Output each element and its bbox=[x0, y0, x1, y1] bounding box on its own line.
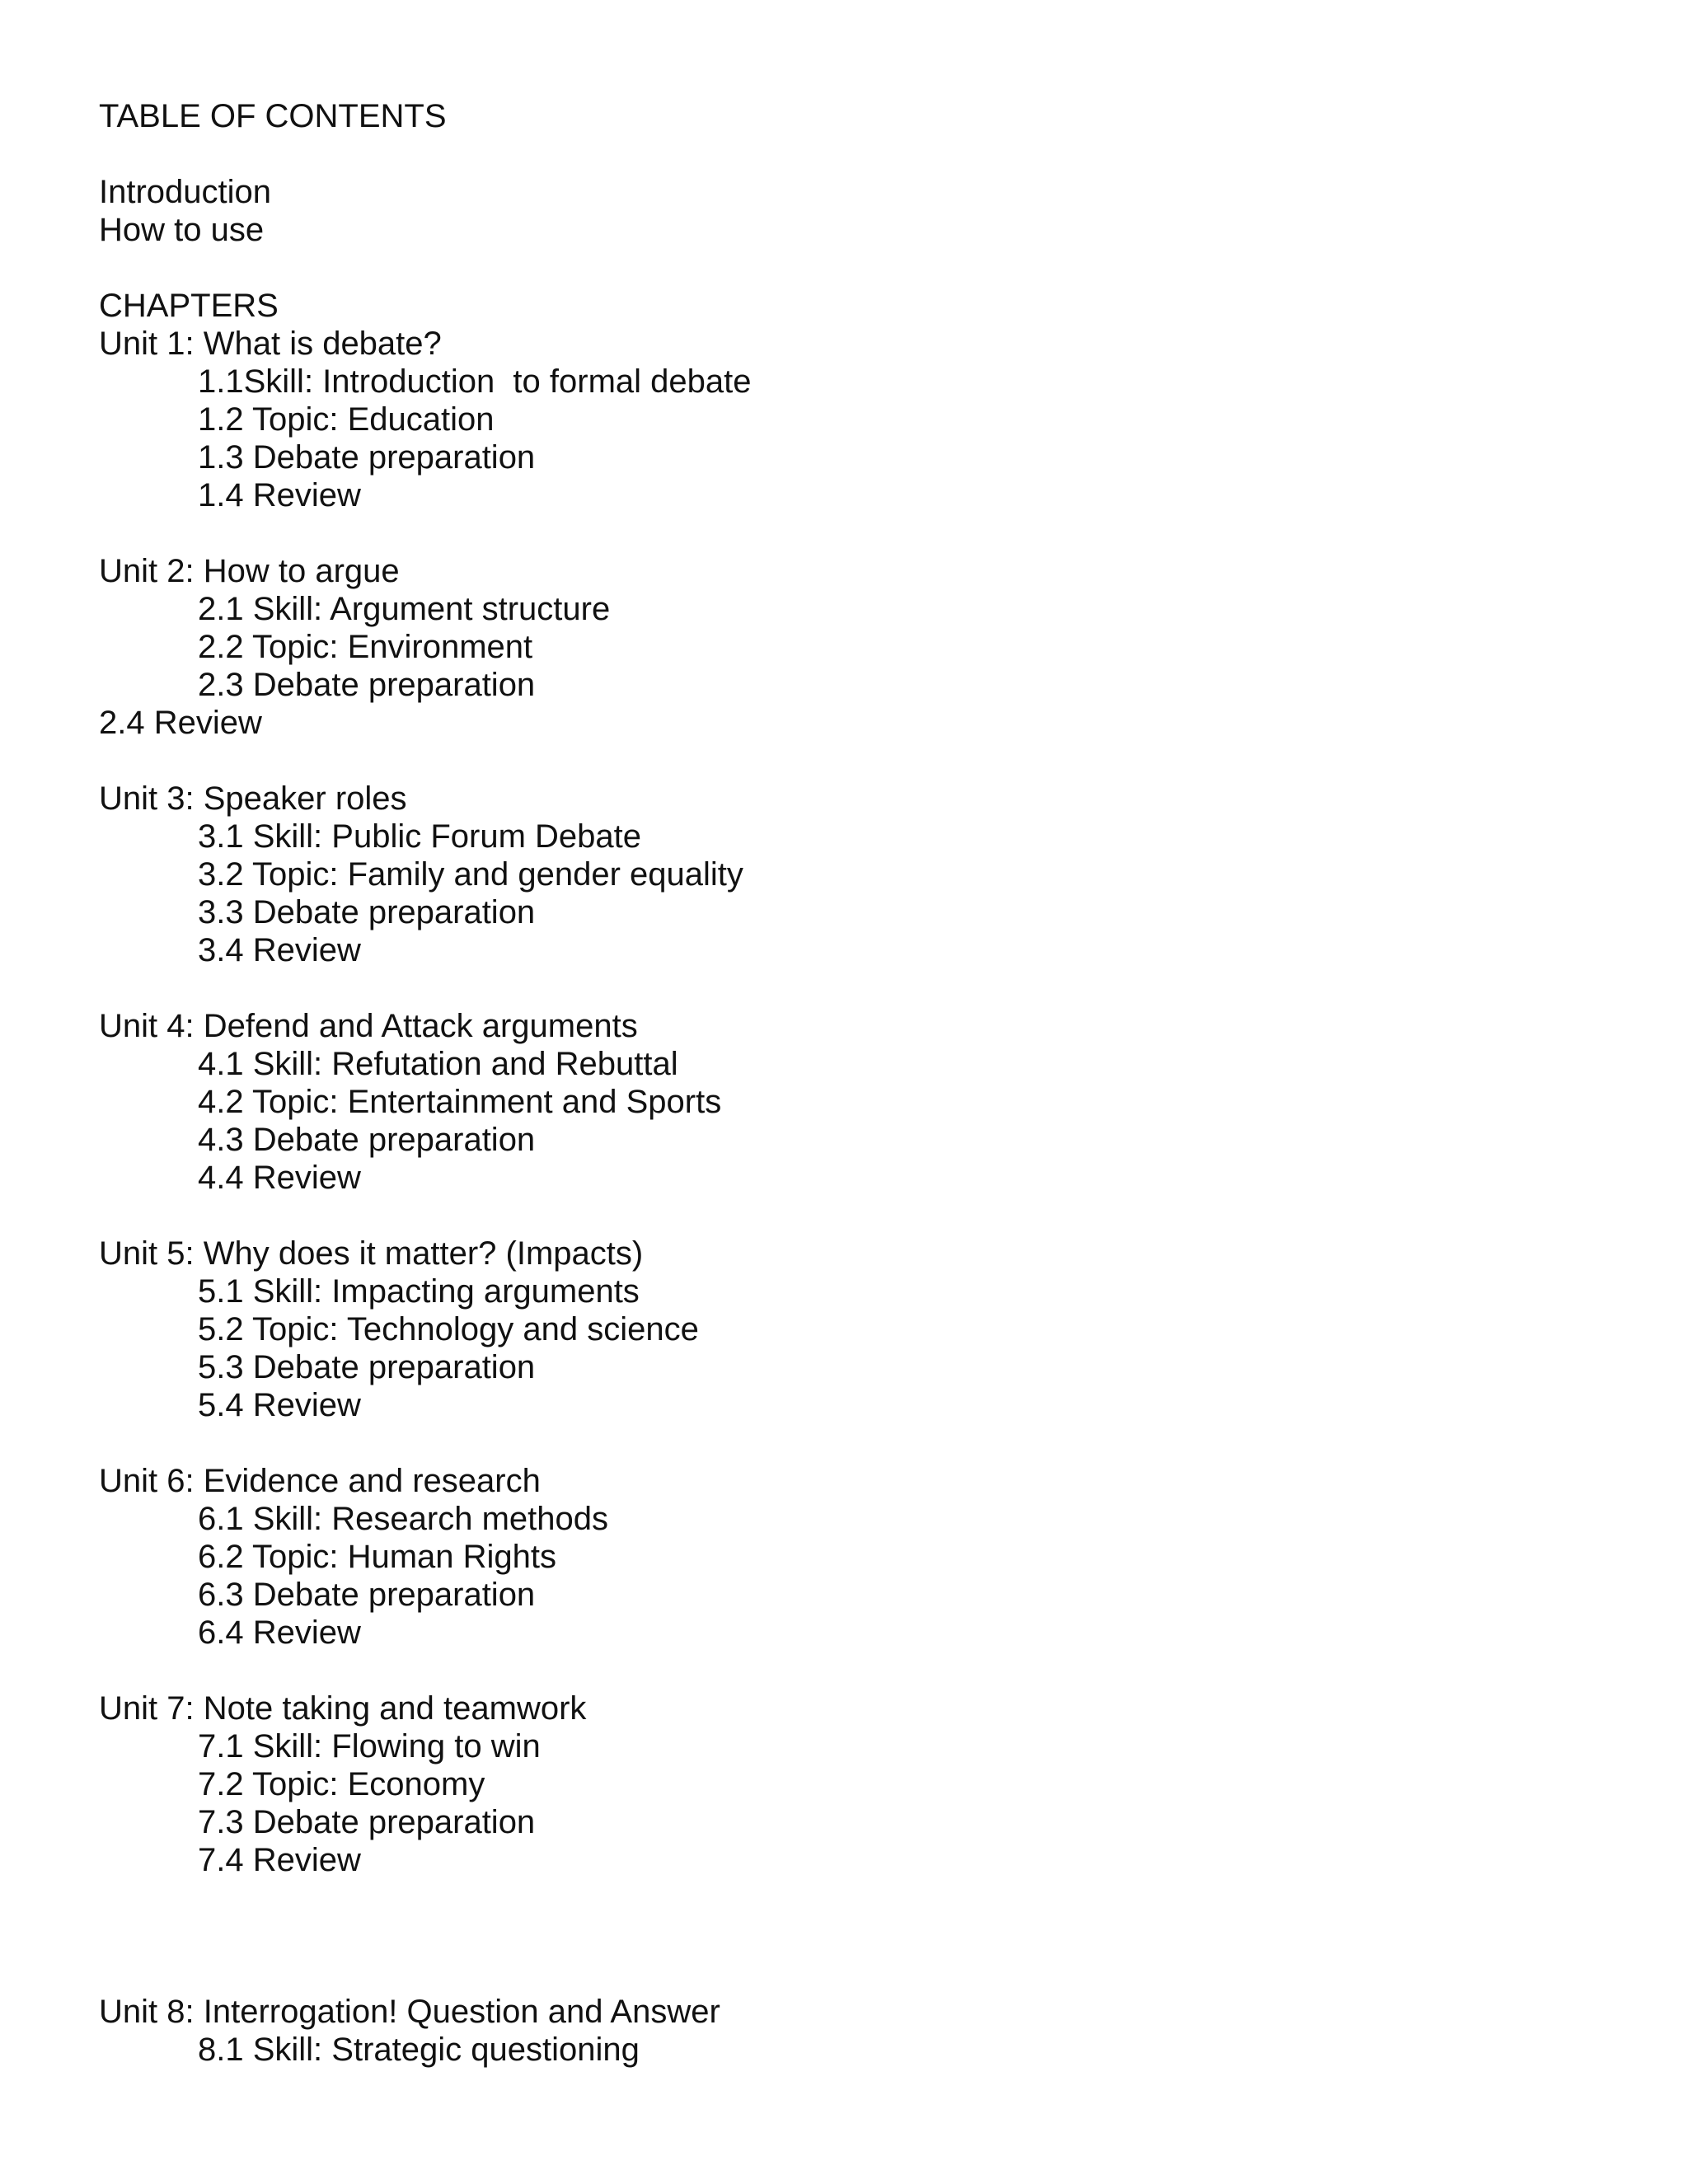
toc-subentry: 1.3 Debate preparation bbox=[198, 439, 536, 476]
toc-subentry: 1.1Skill: Introduction to formal debate bbox=[198, 363, 752, 400]
toc-subentry: 4.1 Skill: Refutation and Rebuttal bbox=[198, 1046, 678, 1082]
unit-heading: Unit 2: How to argue bbox=[99, 553, 400, 589]
toc-subentry: 6.1 Skill: Research methods bbox=[198, 1501, 609, 1537]
unit-heading: Unit 5: Why does it matter? (Impacts) bbox=[99, 1235, 644, 1272]
toc-subentry: 2.2 Topic: Environment bbox=[198, 629, 533, 665]
toc-subentry: 7.4 Review bbox=[198, 1842, 361, 1878]
toc-subentry: 6.4 Review bbox=[198, 1615, 361, 1651]
toc-subentry: 5.1 Skill: Impacting arguments bbox=[198, 1273, 640, 1310]
toc-subentry: 2.1 Skill: Argument structure bbox=[198, 591, 611, 627]
toc-subentry: 7.3 Debate preparation bbox=[198, 1804, 536, 1840]
toc-subentry: 4.2 Topic: Entertainment and Sports bbox=[198, 1084, 722, 1120]
toc-subentry: 3.4 Review bbox=[198, 932, 361, 968]
toc-subentry: 4.4 Review bbox=[198, 1160, 361, 1196]
toc-entry-introduction: Introduction bbox=[99, 174, 272, 210]
toc-subentry: 6.2 Topic: Human Rights bbox=[198, 1539, 557, 1575]
toc-subentry: 6.3 Debate preparation bbox=[198, 1577, 536, 1613]
chapters-heading: CHAPTERS bbox=[99, 288, 279, 324]
unit-heading: Unit 1: What is debate? bbox=[99, 326, 442, 362]
toc-subentry: 1.4 Review bbox=[198, 477, 361, 513]
toc-subentry: 7.1 Skill: Flowing to win bbox=[198, 1728, 541, 1765]
toc-subentry: 8.1 Skill: Strategic questioning bbox=[198, 2032, 640, 2068]
unit-heading: Unit 3: Speaker roles bbox=[99, 780, 407, 817]
unit-heading: Unit 7: Note taking and teamwork bbox=[99, 1690, 587, 1727]
toc-subentry-unindented: 2.4 Review bbox=[99, 705, 262, 741]
toc-subentry: 2.3 Debate preparation bbox=[198, 667, 536, 703]
unit-heading: Unit 4: Defend and Attack arguments bbox=[99, 1008, 638, 1044]
unit-heading: Unit 8: Interrogation! Question and Answer bbox=[99, 1994, 720, 2030]
unit-heading: Unit 6: Evidence and research bbox=[99, 1463, 541, 1499]
toc-subentry: 3.3 Debate preparation bbox=[198, 894, 536, 930]
toc-subentry: 7.2 Topic: Economy bbox=[198, 1766, 485, 1802]
toc-entry-how-to-use: How to use bbox=[99, 212, 265, 248]
toc-subentry: 5.2 Topic: Technology and science bbox=[198, 1311, 699, 1347]
toc-subentry: 4.3 Debate preparation bbox=[198, 1122, 536, 1158]
toc-subentry: 1.2 Topic: Education bbox=[198, 401, 495, 438]
toc-subentry: 3.2 Topic: Family and gender equality bbox=[198, 856, 743, 893]
toc-title: TABLE OF CONTENTS bbox=[99, 98, 447, 134]
toc-subentry: 5.3 Debate preparation bbox=[198, 1349, 536, 1385]
toc-subentry: 3.1 Skill: Public Forum Debate bbox=[198, 818, 642, 855]
toc-subentry: 5.4 Review bbox=[198, 1387, 361, 1423]
